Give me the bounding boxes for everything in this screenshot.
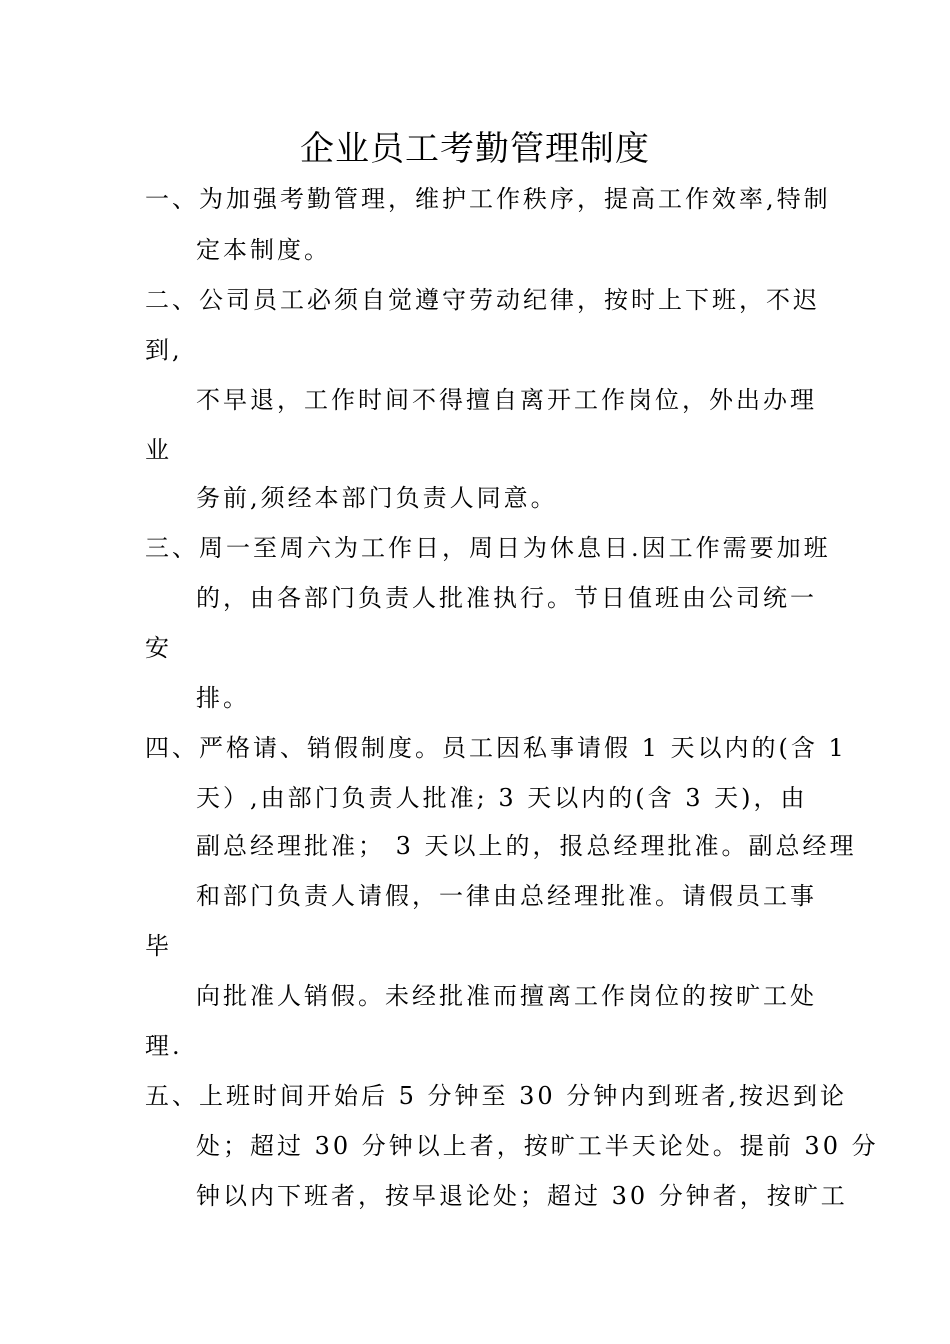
paragraph-line: 的，由各部门负责人批准执行。节日值班由公司统一 [196, 584, 817, 612]
paragraph-line: 务前,须经本部门负责人同意。 [196, 484, 558, 512]
paragraph-line: 排。 [196, 684, 250, 712]
paragraph-line: 五、上班时间开始后 5 分钟至 30 分钟内到班者,按迟到论 [145, 1082, 847, 1110]
paragraph-line: 二、公司员工必须自觉遵守劳动纪律，按时上下班，不迟 [145, 286, 820, 314]
paragraph-line: 到, [145, 336, 183, 364]
paragraph-line: 向批准人销假。未经批准而擅离工作岗位的按旷工处 [196, 982, 817, 1010]
paragraph-line: 毕 [145, 932, 172, 960]
paragraph-line: 一、为加强考勤管理，维护工作秩序，提高工作效率,特制 [145, 185, 831, 213]
paragraph-line: 副总经理批准； 3 天以上的，报总经理批准。副总经理 [196, 832, 857, 860]
paragraph-line: 三、周一至周六为工作日，周日为休息日.因工作需要加班 [145, 534, 831, 562]
paragraph-line: 不早退，工作时间不得擅自离开工作岗位，外出办理 [196, 386, 817, 414]
paragraph-line: 定本制度。 [196, 236, 331, 264]
paragraph-line: 钟以内下班者，按早退论处；超过 30 分钟者，按旷工 [196, 1182, 848, 1210]
paragraph-line: 天）,由部门负责人批准; 3 天以内的(含 3 天)，由 [196, 784, 808, 812]
paragraph-line: 处；超过 30 分钟以上者，按旷工半天论处。提前 30 分 [196, 1132, 879, 1160]
document-title: 企业员工考勤管理制度 [300, 129, 650, 169]
paragraph-line: 四、严格请、销假制度。员工因私事请假 1 天以内的(含 1 [145, 734, 847, 762]
paragraph-line: 安 [145, 634, 172, 662]
paragraph-line: 理. [145, 1032, 183, 1060]
paragraph-line: 业 [145, 436, 172, 464]
paragraph-line: 和部门负责人请假，一律由总经理批准。请假员工事 [196, 882, 817, 910]
